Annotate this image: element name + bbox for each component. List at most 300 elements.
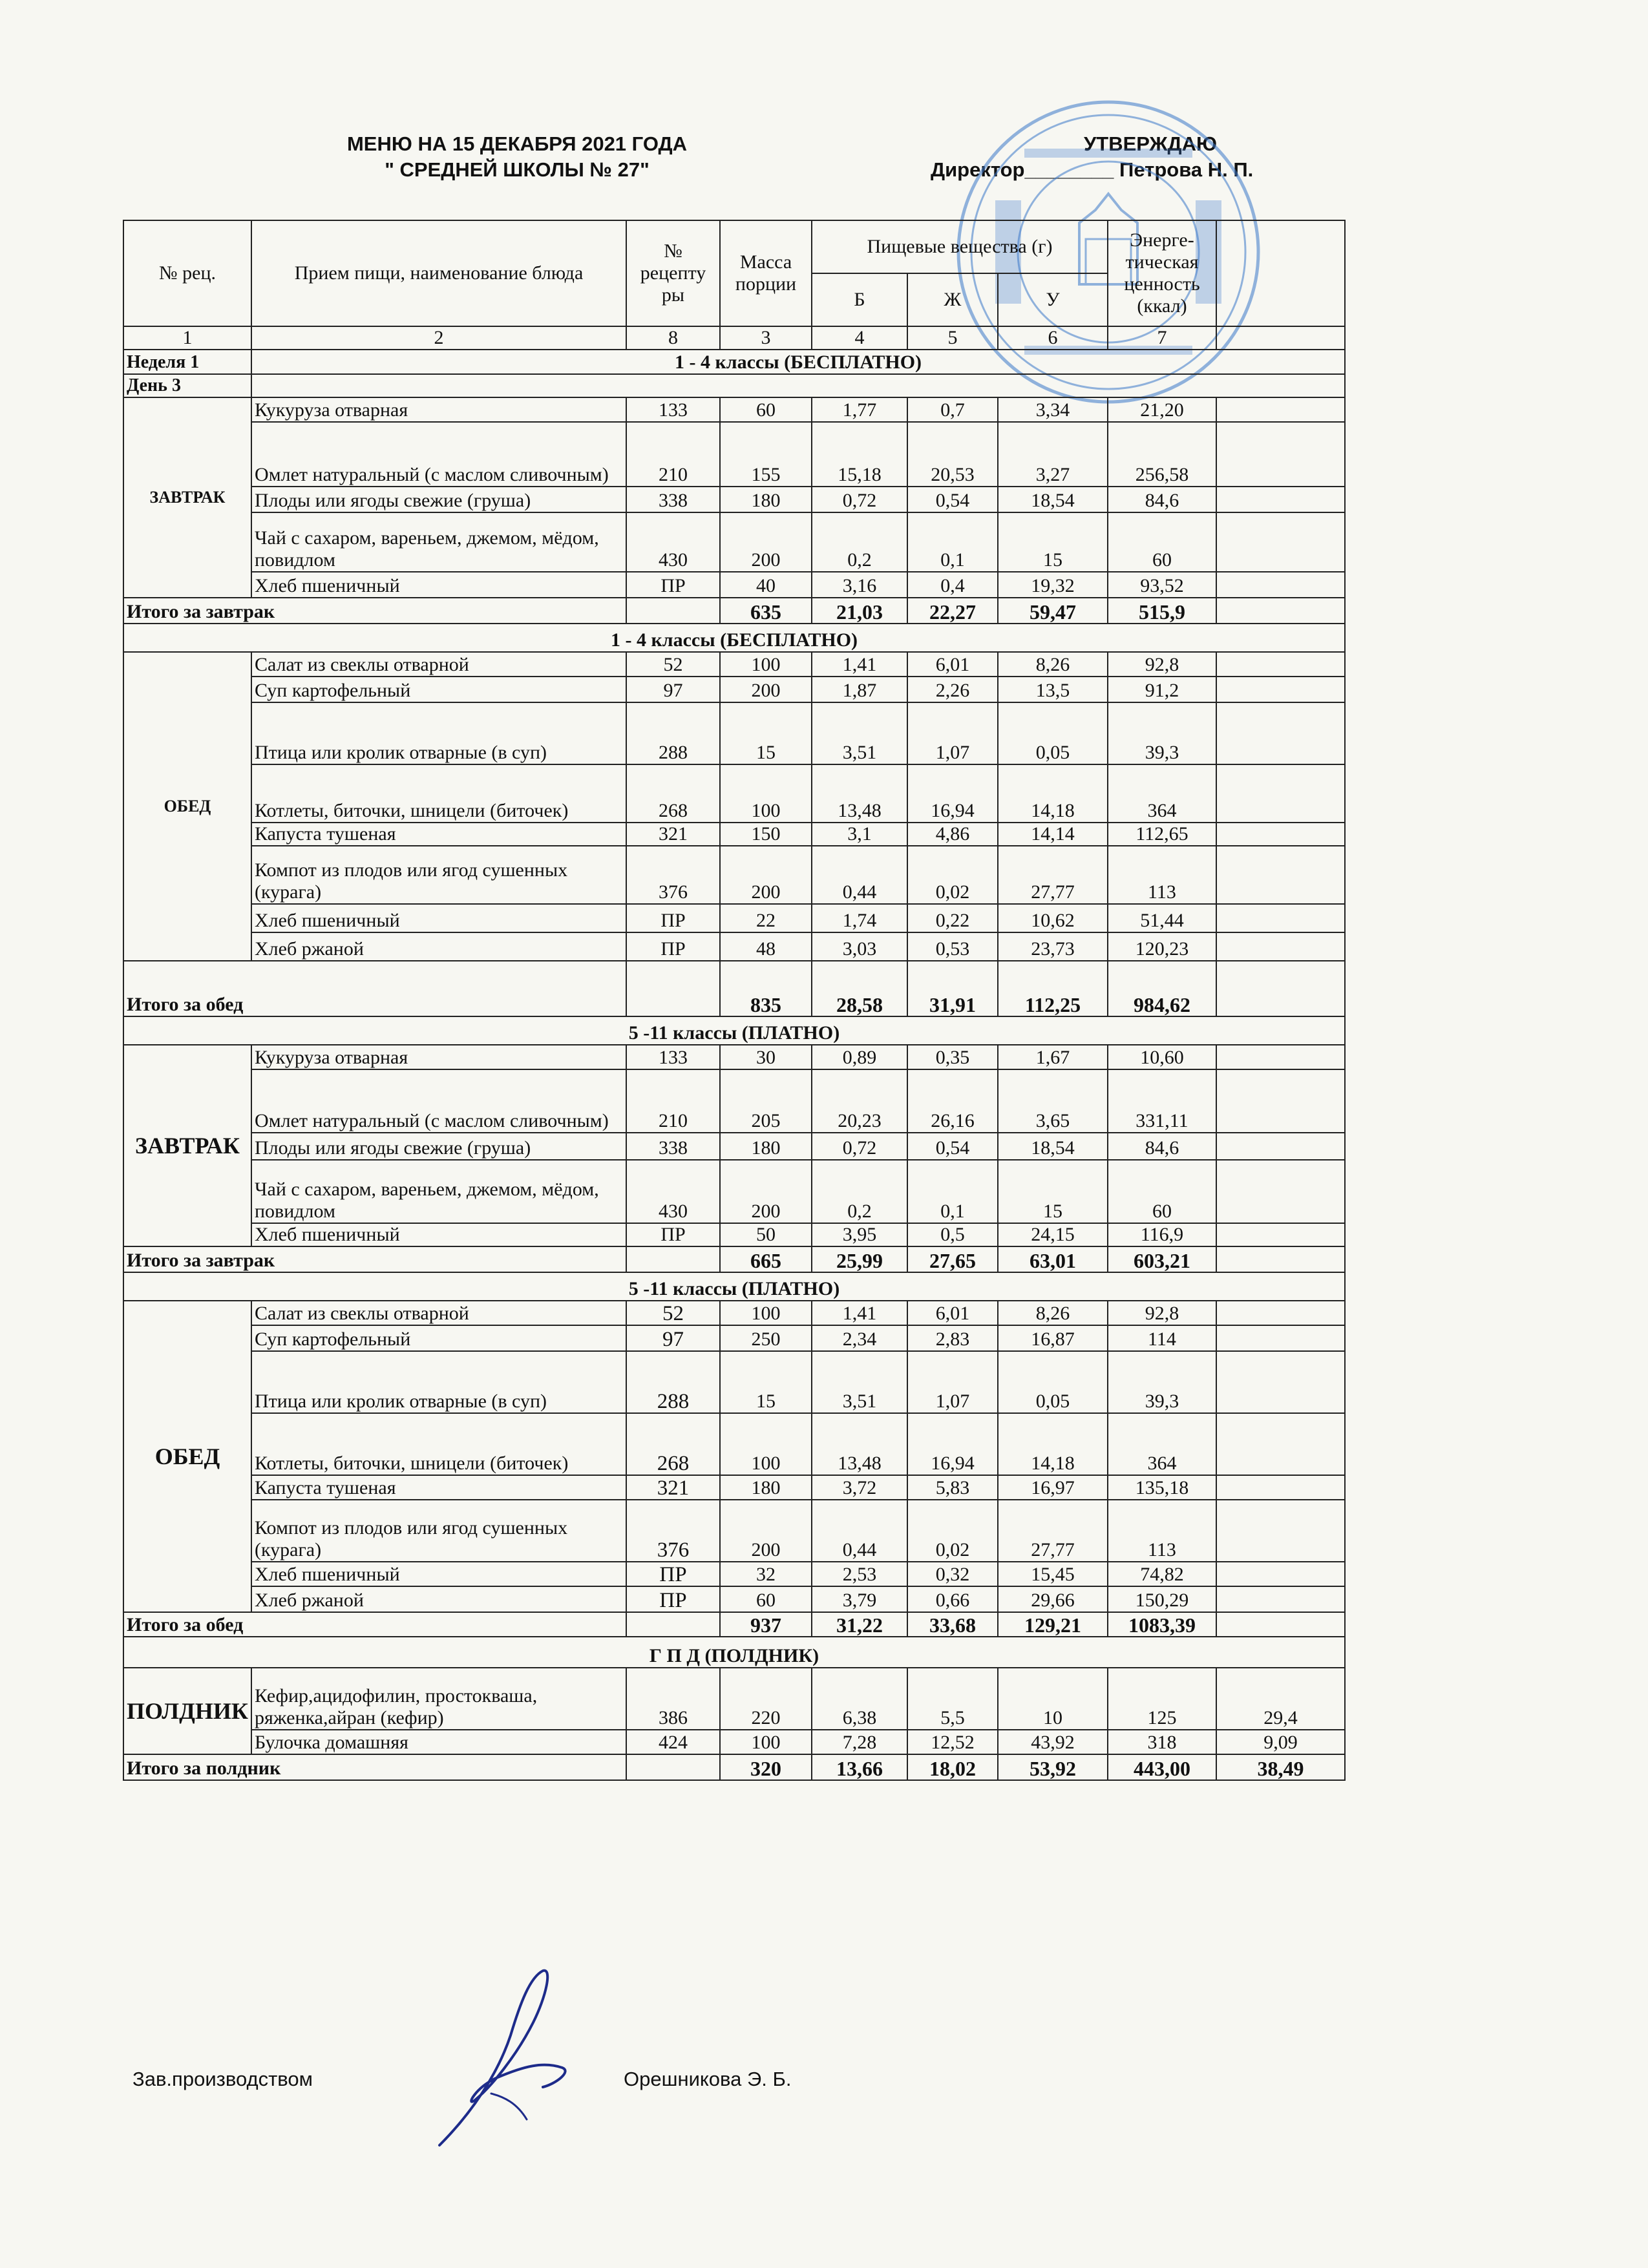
carbs-value: 10,62 (998, 904, 1108, 932)
extra-value (1216, 932, 1345, 961)
col-number: 2 (251, 326, 626, 350)
protein-value: 3,95 (812, 1223, 907, 1246)
recipe-number: 288 (626, 1351, 720, 1413)
fat-value: 6,01 (907, 652, 998, 677)
carbs-value: 3,27 (998, 422, 1108, 487)
header-nutrients: Пищевые вещества (г) (812, 220, 1108, 273)
dish-name: Кукуруза отварная (251, 1045, 626, 1069)
fat-value: 4,86 (907, 823, 998, 846)
recipe-number: 268 (626, 764, 720, 823)
portion-mass: 200 (720, 846, 812, 904)
protein-value: 0,44 (812, 1500, 907, 1562)
carbs-value: 0,05 (998, 702, 1108, 764)
carbs-value: 16,87 (998, 1325, 1108, 1351)
meal-label: ОБЕД (123, 1301, 251, 1612)
dish-name: Чай с сахаром, вареньем, джемом, мёдом, повидлом (251, 512, 626, 572)
dish-name: Хлеб ржаной (251, 1586, 626, 1612)
dish-name: Плоды или ягоды свежие (груша) (251, 1133, 626, 1160)
fat-value: 0,5 (907, 1223, 998, 1246)
total-energy: 603,21 (1108, 1246, 1216, 1272)
total-label: Итого за завтрак (123, 598, 626, 624)
fat-value: 2,26 (907, 677, 998, 702)
total-fat: 33,68 (907, 1612, 998, 1637)
total-protein: 28,58 (812, 961, 907, 1016)
carbs-value: 24,15 (998, 1223, 1108, 1246)
energy-value: 92,8 (1108, 652, 1216, 677)
protein-value: 3,1 (812, 823, 907, 846)
header-fat: Ж (907, 273, 998, 326)
portion-mass: 100 (720, 764, 812, 823)
signature (414, 1964, 633, 2158)
total-mass: 665 (720, 1246, 812, 1272)
meal-label: ОБЕД (123, 652, 251, 961)
portion-mass: 100 (720, 1413, 812, 1475)
protein-value: 13,48 (812, 1413, 907, 1475)
total-recipe-blank (626, 598, 720, 624)
menu-item-row (123, 1562, 1345, 1586)
extra-value (1216, 1351, 1345, 1413)
carbs-value: 27,77 (998, 1500, 1108, 1562)
menu-item-row (123, 1069, 1345, 1133)
energy-value: 364 (1108, 764, 1216, 823)
protein-value: 1,87 (812, 677, 907, 702)
protein-value: 1,41 (812, 1301, 907, 1325)
meal-label: ПОЛДНИК (123, 1668, 251, 1754)
protein-value: 3,03 (812, 932, 907, 961)
energy-value: 135,18 (1108, 1475, 1216, 1500)
section-title-paid: 5 -11 классы (ПЛАТНО) (123, 1016, 1345, 1045)
menu-item-row (123, 846, 1345, 904)
recipe-number: 52 (626, 652, 720, 677)
dish-name: Капуста тушеная (251, 823, 626, 846)
menu-title-line1: МЕНЮ НА 15 ДЕКАБРЯ 2021 ГОДА (346, 132, 688, 155)
extra-value (1216, 1223, 1345, 1246)
total-protein: 21,03 (812, 598, 907, 624)
energy-value: 39,3 (1108, 702, 1216, 764)
portion-mass: 48 (720, 932, 812, 961)
header-carbs: У (998, 273, 1108, 326)
col-number: 6 (998, 326, 1108, 350)
header-mass: Масса порции (720, 220, 812, 326)
energy-value: 91,2 (1108, 677, 1216, 702)
portion-mass: 60 (720, 1586, 812, 1612)
total-row (123, 1612, 1345, 1637)
dish-name: Салат из свеклы отварной (251, 652, 626, 677)
menu-item-row (123, 1475, 1345, 1500)
total-fat: 27,65 (907, 1246, 998, 1272)
carbs-value: 15 (998, 1160, 1108, 1223)
protein-value: 0,2 (812, 512, 907, 572)
header-dish-name: Прием пищи, наименование блюда (251, 220, 626, 326)
recipe-number: 210 (626, 422, 720, 487)
fat-value: 0,7 (907, 397, 998, 422)
extra-value (1216, 1475, 1345, 1500)
carbs-value: 13,5 (998, 677, 1108, 702)
protein-value: 7,28 (812, 1730, 907, 1754)
extra-value (1216, 1413, 1345, 1475)
recipe-number: ПР (626, 932, 720, 961)
carbs-value: 8,26 (998, 1301, 1108, 1325)
footer-name: Орешникова Э. Б. (624, 2068, 792, 2090)
energy-value: 256,58 (1108, 422, 1216, 487)
recipe-number: 430 (626, 1160, 720, 1223)
extra-value (1216, 1586, 1345, 1612)
energy-value: 93,52 (1108, 572, 1216, 598)
extra-value (1216, 823, 1345, 846)
extra-value (1216, 652, 1345, 677)
extra-value (1216, 1045, 1345, 1069)
portion-mass: 30 (720, 1045, 812, 1069)
fat-value: 12,52 (907, 1730, 998, 1754)
day-row-blank (251, 374, 1345, 397)
portion-mass: 155 (720, 422, 812, 487)
section-title-free: 1 - 4 классы (БЕСПЛАТНО) (123, 624, 1345, 652)
header-extra-cell (1216, 220, 1345, 326)
approve-label: УТВЕРЖДАЮ (1083, 132, 1217, 155)
menu-item-row (123, 823, 1345, 846)
fat-value: 0,54 (907, 487, 998, 512)
energy-value: 116,9 (1108, 1223, 1216, 1246)
dish-name: Омлет натуральный (с маслом сливочным) (251, 1069, 626, 1133)
energy-value: 60 (1108, 512, 1216, 572)
portion-mass: 200 (720, 1500, 812, 1562)
protein-value: 0,72 (812, 487, 907, 512)
recipe-number: 338 (626, 1133, 720, 1160)
fat-value: 0,53 (907, 932, 998, 961)
menu-item-row (123, 1668, 1345, 1730)
dish-name: Кукуруза отварная (251, 397, 626, 422)
energy-value: 112,65 (1108, 823, 1216, 846)
protein-value: 0,72 (812, 1133, 907, 1160)
dish-name: Кефир,ацидофилин, простокваша, ряженка,айран (кефир) (251, 1668, 626, 1730)
energy-value: 318 (1108, 1730, 1216, 1754)
extra-value (1216, 702, 1345, 764)
col-number-empty (1216, 326, 1345, 350)
total-row (123, 598, 1345, 624)
meal-label: ЗАВТРАК (123, 397, 251, 598)
menu-item-row (123, 764, 1345, 823)
recipe-number: 430 (626, 512, 720, 572)
dish-name: Компот из плодов или ягод сушенных (курага) (251, 846, 626, 904)
total-row (123, 961, 1345, 1016)
dish-name: Суп картофельный (251, 1325, 626, 1351)
extra-value: 29,4 (1216, 1668, 1345, 1730)
total-fat: 22,27 (907, 598, 998, 624)
extra-value: 9,09 (1216, 1730, 1345, 1754)
menu-item-row (123, 1133, 1345, 1160)
recipe-number: 321 (626, 1475, 720, 1500)
protein-value: 3,72 (812, 1475, 907, 1500)
fat-value: 0,1 (907, 512, 998, 572)
recipe-number: 133 (626, 397, 720, 422)
portion-mass: 100 (720, 1730, 812, 1754)
total-row (123, 1246, 1345, 1272)
total-extra (1216, 961, 1345, 1016)
menu-item-row (123, 397, 1345, 422)
energy-value: 84,6 (1108, 487, 1216, 512)
energy-value: 364 (1108, 1413, 1216, 1475)
menu-item-row (123, 1325, 1345, 1351)
protein-value: 2,53 (812, 1562, 907, 1586)
carbs-value: 43,92 (998, 1730, 1108, 1754)
energy-value: 92,8 (1108, 1301, 1216, 1325)
extra-value (1216, 422, 1345, 487)
extra-value (1216, 1325, 1345, 1351)
recipe-number: 386 (626, 1668, 720, 1730)
total-carbs: 53,92 (998, 1754, 1108, 1780)
portion-mass: 40 (720, 572, 812, 598)
portion-mass: 50 (720, 1223, 812, 1246)
energy-value: 120,23 (1108, 932, 1216, 961)
section-title-free: 1 - 4 классы (БЕСПЛАТНО) (251, 350, 1345, 374)
protein-value: 1,41 (812, 652, 907, 677)
director-label: Директор (931, 158, 1025, 181)
dish-name: Хлеб пшеничный (251, 1223, 626, 1246)
total-recipe-blank (626, 1754, 720, 1780)
extra-value (1216, 1069, 1345, 1133)
extra-value (1216, 677, 1345, 702)
total-protein: 25,99 (812, 1246, 907, 1272)
fat-value: 0,66 (907, 1586, 998, 1612)
portion-mass: 250 (720, 1325, 812, 1351)
meal-label: ЗАВТРАК (123, 1045, 251, 1246)
total-label: Итого за обед (123, 961, 626, 1016)
recipe-number: 268 (626, 1413, 720, 1475)
fat-value: 6,01 (907, 1301, 998, 1325)
col-number: 7 (1108, 326, 1216, 350)
portion-mass: 205 (720, 1069, 812, 1133)
recipe-number: ПР (626, 1586, 720, 1612)
menu-item-row (123, 904, 1345, 932)
carbs-value: 15,45 (998, 1562, 1108, 1586)
total-label: Итого за полдник (123, 1754, 626, 1780)
fat-value: 0,1 (907, 1160, 998, 1223)
fat-value: 2,83 (907, 1325, 998, 1351)
menu-title-line2: " СРЕДНЕЙ ШКОЛЫ № 27" (385, 158, 650, 181)
carbs-value: 23,73 (998, 932, 1108, 961)
extra-value (1216, 1301, 1345, 1325)
protein-value: 3,51 (812, 1351, 907, 1413)
protein-value: 6,38 (812, 1668, 907, 1730)
carbs-value: 29,66 (998, 1586, 1108, 1612)
energy-value: 21,20 (1108, 397, 1216, 422)
footer-role: Зав.производством (132, 2068, 313, 2090)
recipe-number: 210 (626, 1069, 720, 1133)
total-extra: 38,49 (1216, 1754, 1345, 1780)
extra-value (1216, 1500, 1345, 1562)
total-energy: 515,9 (1108, 598, 1216, 624)
recipe-number: 376 (626, 846, 720, 904)
menu-item-row (123, 422, 1345, 487)
recipe-number: 321 (626, 823, 720, 846)
carbs-value: 0,05 (998, 1351, 1108, 1413)
dish-name: Чай с сахаром, вареньем, джемом, мёдом, повидлом (251, 1160, 626, 1223)
total-mass: 937 (720, 1612, 812, 1637)
protein-value: 2,34 (812, 1325, 907, 1351)
energy-value: 113 (1108, 1500, 1216, 1562)
energy-value: 84,6 (1108, 1133, 1216, 1160)
recipe-number: 424 (626, 1730, 720, 1754)
total-extra (1216, 1246, 1345, 1272)
protein-value: 1,77 (812, 397, 907, 422)
col-number: 4 (812, 326, 907, 350)
fat-value: 0,22 (907, 904, 998, 932)
recipe-number: 97 (626, 677, 720, 702)
total-protein: 31,22 (812, 1612, 907, 1637)
menu-item-row (123, 652, 1345, 677)
dish-name: Хлеб пшеничный (251, 572, 626, 598)
header-recipe-no: № рецепту ры (626, 220, 720, 326)
recipe-number: ПР (626, 572, 720, 598)
energy-value: 74,82 (1108, 1562, 1216, 1586)
menu-item-row (123, 932, 1345, 961)
fat-value: 20,53 (907, 422, 998, 487)
protein-value: 13,48 (812, 764, 907, 823)
header-protein: Б (812, 273, 907, 326)
recipe-number: 133 (626, 1045, 720, 1069)
extra-value (1216, 397, 1345, 422)
carbs-value: 27,77 (998, 846, 1108, 904)
fat-value: 0,35 (907, 1045, 998, 1069)
total-carbs: 63,01 (998, 1246, 1108, 1272)
fat-value: 5,83 (907, 1475, 998, 1500)
fat-value: 0,54 (907, 1133, 998, 1160)
carbs-value: 18,54 (998, 487, 1108, 512)
dish-name: Суп картофельный (251, 677, 626, 702)
menu-item-row (123, 1500, 1345, 1562)
carbs-value: 10 (998, 1668, 1108, 1730)
portion-mass: 200 (720, 677, 812, 702)
extra-value (1216, 846, 1345, 904)
total-recipe-blank (626, 1612, 720, 1637)
protein-value: 1,74 (812, 904, 907, 932)
carbs-value: 8,26 (998, 652, 1108, 677)
dish-name: Салат из свеклы отварной (251, 1301, 626, 1325)
fat-value: 16,94 (907, 764, 998, 823)
carbs-value: 19,32 (998, 572, 1108, 598)
menu-item-row (123, 1223, 1345, 1246)
total-fat: 31,91 (907, 961, 998, 1016)
recipe-number: ПР (626, 1223, 720, 1246)
menu-item-row (123, 1301, 1345, 1325)
dish-name: Хлеб ржаной (251, 932, 626, 961)
carbs-value: 14,14 (998, 823, 1108, 846)
menu-item-row (123, 1730, 1345, 1754)
protein-value: 0,2 (812, 1160, 907, 1223)
total-label: Итого за завтрак (123, 1246, 626, 1272)
total-carbs: 129,21 (998, 1612, 1108, 1637)
dish-name: Птица или кролик отварные (в суп) (251, 1351, 626, 1413)
dish-name: Омлет натуральный (с маслом сливочным) (251, 422, 626, 487)
fat-value: 1,07 (907, 702, 998, 764)
section-title-snack: Г П Д (ПОЛДНИК) (123, 1637, 1345, 1668)
total-protein: 13,66 (812, 1754, 907, 1780)
carbs-value: 16,97 (998, 1475, 1108, 1500)
portion-mass: 200 (720, 512, 812, 572)
menu-item-row (123, 677, 1345, 702)
carbs-value: 3,65 (998, 1069, 1108, 1133)
total-row (123, 1754, 1345, 1780)
menu-title (336, 131, 698, 183)
fat-value: 0,02 (907, 1500, 998, 1562)
recipe-number: ПР (626, 1562, 720, 1586)
header-energy: Энерге- тическая ценность (ккал) (1108, 220, 1216, 326)
col-number: 1 (123, 326, 251, 350)
menu-item-row (123, 487, 1345, 512)
header-rec-no: № рец. (123, 220, 251, 326)
extra-value (1216, 904, 1345, 932)
extra-value (1216, 572, 1345, 598)
dish-name: Птица или кролик отварные (в суп) (251, 702, 626, 764)
recipe-number: 338 (626, 487, 720, 512)
carbs-value: 1,67 (998, 1045, 1108, 1069)
dish-name: Котлеты, биточки, шницели (биточек) (251, 1413, 626, 1475)
total-label: Итого за обед (123, 1612, 626, 1637)
menu-item-row (123, 702, 1345, 764)
extra-value (1216, 1133, 1345, 1160)
portion-mass: 15 (720, 1351, 812, 1413)
carbs-value: 15 (998, 512, 1108, 572)
energy-value: 60 (1108, 1160, 1216, 1223)
dish-name: Котлеты, биточки, шницели (биточек) (251, 764, 626, 823)
col-number: 5 (907, 326, 998, 350)
dish-name: Капуста тушеная (251, 1475, 626, 1500)
energy-value: 39,3 (1108, 1351, 1216, 1413)
col-number: 8 (626, 326, 720, 350)
carbs-value: 3,34 (998, 397, 1108, 422)
portion-mass: 150 (720, 823, 812, 846)
extra-value (1216, 512, 1345, 572)
protein-value: 3,16 (812, 572, 907, 598)
protein-value: 3,79 (812, 1586, 907, 1612)
dish-name: Хлеб пшеничный (251, 904, 626, 932)
portion-mass: 220 (720, 1668, 812, 1730)
portion-mass: 180 (720, 487, 812, 512)
dish-name: Компот из плодов или ягод сушенных (курага) (251, 1500, 626, 1562)
total-carbs: 59,47 (998, 598, 1108, 624)
energy-value: 51,44 (1108, 904, 1216, 932)
energy-value: 125 (1108, 1668, 1216, 1730)
total-mass: 635 (720, 598, 812, 624)
carbs-value: 14,18 (998, 1413, 1108, 1475)
extra-value (1216, 1160, 1345, 1223)
col-number: 3 (720, 326, 812, 350)
total-recipe-blank (626, 1246, 720, 1272)
menu-table (123, 220, 1346, 1781)
portion-mass: 100 (720, 652, 812, 677)
recipe-number: 376 (626, 1500, 720, 1562)
menu-item-row (123, 1045, 1345, 1069)
portion-mass: 15 (720, 702, 812, 764)
energy-value: 331,11 (1108, 1069, 1216, 1133)
menu-item-row (123, 512, 1345, 572)
menu-item-row (123, 1413, 1345, 1475)
menu-item-row (123, 1160, 1345, 1223)
fat-value: 0,4 (907, 572, 998, 598)
menu-item-row (123, 1351, 1345, 1413)
fat-value: 26,16 (907, 1069, 998, 1133)
protein-value: 15,18 (812, 422, 907, 487)
section-title-paid: 5 -11 классы (ПЛАТНО) (123, 1272, 1345, 1301)
total-extra (1216, 1612, 1345, 1637)
total-mass: 835 (720, 961, 812, 1016)
energy-value: 114 (1108, 1325, 1216, 1351)
day-label: День 3 (123, 374, 251, 397)
fat-value: 5,5 (907, 1668, 998, 1730)
protein-value: 3,51 (812, 702, 907, 764)
portion-mass: 22 (720, 904, 812, 932)
director-name: Петрова Н. П. (1119, 158, 1254, 181)
